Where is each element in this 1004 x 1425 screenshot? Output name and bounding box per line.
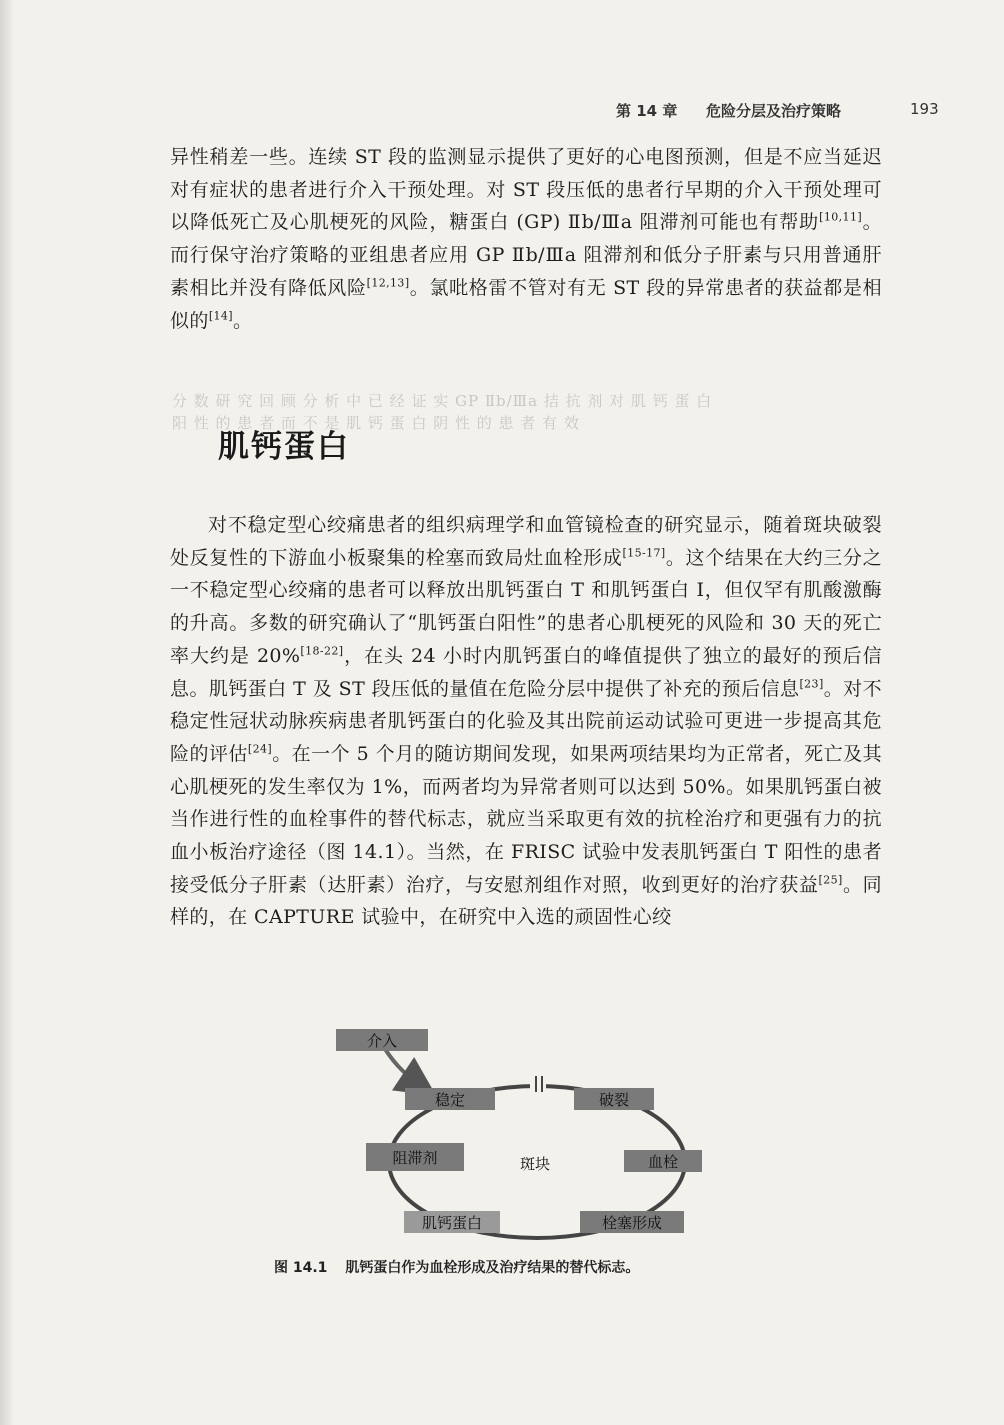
- para1-text: 。氯吡格雷不管对有无 ST 段的异常患者的获益都是相似的: [170, 276, 882, 332]
- section-heading: 肌钙蛋白: [218, 429, 350, 465]
- intervention-arrow: [385, 1049, 423, 1087]
- citation: [18-22]: [300, 644, 344, 658]
- para1-text: 。: [233, 309, 253, 332]
- paragraph-troponin: [170, 509, 882, 934]
- label-intervention-text: 介入: [366, 1031, 397, 1050]
- para1-text: 。而行保守治疗策略的亚组患者应用 GP Ⅱb/Ⅲa 阻滞剂和低分子肝素与只用普通肝素相比并没有降低风险: [170, 211, 882, 299]
- citation: [14]: [208, 309, 233, 323]
- label-plaque: [520, 1153, 550, 1174]
- citation: [23]: [799, 677, 824, 691]
- figure-caption: [274, 1257, 639, 1277]
- citation: [15-17]: [622, 546, 666, 560]
- label-thrombus-text: 血栓: [647, 1152, 678, 1171]
- label-stable: [405, 1088, 495, 1110]
- chapter-title: 危险分层及治疗策略: [706, 102, 842, 120]
- page-number: 193: [910, 100, 939, 118]
- label-rupture: [574, 1088, 654, 1110]
- label-stable-text: 稳定: [434, 1090, 465, 1109]
- label-troponin: [404, 1211, 500, 1233]
- page-gutter-shadow: [0, 0, 14, 1425]
- bleed-through-text: 分 数 研 究 回 顾 分 析 中 已 经 证 实 GP Ⅱb/Ⅲa 拮 抗 剂 对 肌 钙 蛋 白: [172, 392, 713, 410]
- figure-caption-text: 肌钙蛋白作为血栓形成及治疗结果的替代标志。: [345, 1260, 640, 1276]
- para2-text: ，在头 24 小时内肌钙蛋白的峰值提供了独立的最好的预后信息。肌钙蛋白 T 及 ST 段压低的量值在危险分层中提供了补充的预后信息: [170, 644, 882, 700]
- para2-text: 。同样的，在 CAPTURE 试验中，在研究中入选的顽固性心绞: [170, 873, 882, 929]
- cycle-ellipse: [389, 1086, 685, 1238]
- para1-text: 异性稍差一些。连续 ST 段的监测显示提供了更好的心电图预测，但是不应当延迟对有症状的患者进行介入干预处理。对 ST 段压低的患者行早期的介入干预处理可以降低死亡及心肌梗死的风险，糖蛋白 (GP) Ⅱb/Ⅲa 阻滞剂可能也有帮助: [170, 146, 882, 234]
- citation: [24]: [247, 742, 273, 756]
- figure-caption-number: 图 14.1: [274, 1260, 328, 1276]
- para2-text: 。对不稳定性冠状动脉疾病患者肌钙蛋白的化验及其出院前运动试验可更进一步提高其危险的评估: [170, 677, 882, 765]
- cycle-gap: [530, 1074, 546, 1090]
- label-blocker-text: 阻滞剂: [392, 1148, 438, 1167]
- chapter-number: 第 14 章: [616, 102, 678, 120]
- label-intervention: [336, 1029, 428, 1051]
- label-plaque-text: 斑块: [520, 1155, 551, 1173]
- label-thrombus: [624, 1150, 702, 1172]
- para2-text: 。在一个 5 个月的随访期间发现，如果两项结果均为正常者，死亡及其心肌梗死的发生率仅为 1%，而两者均为异常者则可以达到 50%。如果肌钙蛋白被当作进行性的血栓事件的替代标志，就应当采取更有效的抗栓治疗和更强有力的抗血小板治疗途径（图 14.1）。当然，在 FRISC 试验中发表肌钙蛋白 T 阳性的患者接受低分子肝素（达肝素）治疗，与安慰剂组作对照，收到更好的治疗获益: [170, 742, 882, 896]
- paragraph-st-segment: [170, 141, 882, 337]
- citation: [10,11]: [819, 211, 863, 225]
- para2-text: 。这个结果在大约三分之一不稳定型心绞痛的患者可以释放出肌钙蛋白 T 和肌钙蛋白 I，但仅罕有肌酸激酶的升高。多数的研究确认了“肌钙蛋白阳性”的患者心肌梗死的风险和 30 天的死亡率大约是 20%: [170, 546, 882, 667]
- label-troponin-text: 肌钙蛋白: [421, 1213, 482, 1232]
- label-rupture-text: 破裂: [598, 1090, 629, 1109]
- label-thrombosis: [580, 1211, 684, 1233]
- citation: [12,13]: [366, 276, 410, 290]
- bleed-through-text: 阳 性 的 患 者 而 不 是 肌 钙 蛋 白 阴 性 的 患 者 有 效: [172, 414, 580, 432]
- citation: [25]: [818, 873, 843, 887]
- para2-text: 对不稳定型心绞痛患者的组织病理学和血管镜检查的研究显示，随着斑块破裂处反复性的下游血小板聚集的栓塞而致局灶血栓形成: [170, 514, 882, 569]
- label-thrombosis-text: 栓塞形成: [601, 1213, 662, 1232]
- label-blocker: [366, 1143, 464, 1171]
